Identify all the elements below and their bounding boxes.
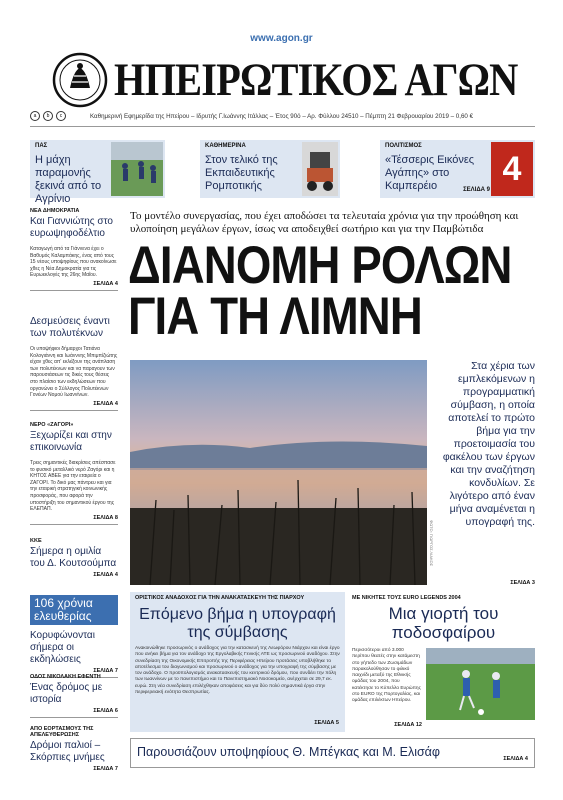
article-text: Περισσότεροι από 3.000 περίπου θεατές στην κατάμεστη στο γήπεδο των Ζωσιμάδων παρακολούθησαν το φιλικό παιχνίδι μεταξύ της Εθνικής ομάδας του 2004, που κατέκτησε το Κύπελλο Ευρώπης στο EURO της Πορτογαλίας, και ομάδας επιλέκτων Ηπείρου. <box>352 648 421 704</box>
article-page: ΣΕΛΙΔΑ 6 <box>93 708 118 714</box>
left-column <box>30 208 118 778</box>
divider <box>30 410 118 411</box>
article-headline: Σήμερα η ομιλία του Δ. Κουτσούμπα <box>30 546 117 569</box>
teaser-title: Η μάχη παραμονής ξεκινά από το Αγρίνιο <box>35 154 102 205</box>
article-page: ΣΕΛΙΔΑ 5 <box>314 720 339 726</box>
article-headline: Και Γιαννιώτης στο ευρωψηφοδέλτιο <box>30 216 113 239</box>
teaser-title: Στον τελικό της Εκπαιδευτικής Ρομποτικής <box>205 154 278 192</box>
football-photo <box>111 142 163 196</box>
robot-photo <box>302 142 338 196</box>
left-article[interactable] <box>30 630 118 678</box>
headline-line: ΔΙΑΝΟΜΗ ΡΟΛΩΝ <box>128 236 512 295</box>
article-page: ΣΕΛΙΔΑ 12 <box>394 722 422 728</box>
teaser-category: ΚΑΘΗΜΕΡΙΝΑ <box>205 143 246 149</box>
main-side-text: Στα χέρια των εμπλεκόμενων η προγραμματική σύμβαση, η οποία αποτελεί το πρώτο βήμα για την προετοιμασία του φακέλου των έργων και την αναζήτηση κονδυλίων. Σε λιγότερο από έναν μήνα αναμένεται η υπογραφή της. <box>442 360 535 528</box>
photo-credit: ΦΩΤΟ: ΓΙΩΡΓΟΣ ΛΙΑΚΟΣ <box>429 520 434 567</box>
article-page: ΣΕΛΙΔΑ 4 <box>93 400 118 407</box>
article-category: ΝΕΡΟ «ΖΑΓΟΡΙ» <box>30 422 74 428</box>
article-page: ΣΕΛΙΔΑ 7 <box>93 668 118 674</box>
website-url[interactable]: www.agon.gr <box>0 33 563 44</box>
article-text: Καταγωγή από τα Γιάννενα έχει ο Βαθυμός Καλαμπάκης, ένας από τους 15 νέους υποψηφίους που ανακοίνωσε χθες η Νέα Δημοκρατία για τις Ευρωεκλογές της 26ης Μαΐου. <box>30 246 117 279</box>
emblem-logo <box>52 52 108 108</box>
article-headline: Κορυφώνονται σήμερα οι εκδηλώσεις <box>30 630 95 665</box>
circle-icon: a <box>30 111 40 121</box>
left-article[interactable] <box>30 674 118 718</box>
article-page: ΣΕΛΙΔΑ 8 <box>93 514 118 521</box>
banner-headline: Παρουσιάζουν υποψηφίους Θ. Μπέγκας και Μ. Ελισάφ <box>137 745 441 759</box>
article-category: ΚΚΕ <box>30 538 42 544</box>
candidates-banner[interactable] <box>130 738 535 768</box>
main-kicker: Το μοντέλο συνεργασίας, που έχει αποδώσει τα τελευταία χρόνια για την προώθηση και υλοποίηση μεγάλων έργων, ίσως να αποδειχθεί σωτήριο και για την Παμβώτιδα <box>130 210 519 235</box>
article-headline: Δεσμεύσεις έναντι των πολυτέκνων <box>30 316 110 339</box>
lake-sunset-photo <box>130 360 427 585</box>
left-article[interactable] <box>30 538 118 578</box>
teaser-category: ΠΟΛΙΤΙΣΜΟΣ <box>385 143 422 149</box>
article-headline: Ξεχωρίζει και στην επικοινωνία <box>30 430 112 453</box>
article-category: ΝΕΑ ΔΗΜΟΚΡΑΤΙΑ <box>30 208 80 214</box>
headline-line: ΓΙΑ ΤΗ ΛΙΜΝΗ <box>128 287 422 346</box>
article-text: Ανακοινώθηκε προσωρινός ο ανάδοχος για την κατασκευή της Λεωφόρου Νιάρχου και είναι έργο που ανήκει βήμα για τον ανάδοχο της Εργολαβικής Γενικής ΑΤΕ ως προσωρινού αναδόχου. Στην συνεδρίαση της Οικονομικής Επιτροπής της Περιφέρειας Ηπείρου προτάσεις υποβλήθηκε το αποτέλεσμα του διαγωνισμού και προσωρινού ο ανάδοχος για την υπογραφή της σύμβασης με τον ανάδοχο. Ο προϋπολογισμός ανακατασκευής του κεντρικού δρόμου, που συνδέει την πόλη των Ιωαννίνων με το πανεπιστήμιο και το Πανεπιστημιακό Νοσοκομείο, ανέρχεται σε 29,7 εκ. ευρώ. Στη νέα συνεδρίαση επιλέχθηκαν αποφάσεις και για δύο πολύ σημαντικά έργα στην περιφερειακή ενότητα Θεσπρωτίας. <box>135 646 340 696</box>
article-page: ΣΕΛΙΔΑ 4 <box>93 280 118 287</box>
article-headline: Μια γιορτή του ποδοσφαίρου <box>388 604 499 642</box>
article-text: Οι υποψήφιοι δήμαρχοι Τατιάνα Κολογιάννη και Ιωάνννης Μπιμπίζιώτης είχαν χθες απ' εκλέξουν της ανάπλαση των πολυτέκνων και να παραγουν των παρουσιάσεων τις δικές τους θέσεις στο πλαίσιο των εκδηλώσεων που οργανώνει ο Σύλλογος Πολυτέκνων Γονέων Νομού Ιωαννίνων. <box>30 346 118 399</box>
article-page: ΣΕΛΙΔΑ 7 <box>93 766 118 772</box>
circle-icon: b <box>43 111 53 121</box>
teaser-pas[interactable] <box>30 140 165 205</box>
divider <box>30 717 118 718</box>
left-article[interactable] <box>30 726 118 772</box>
divider <box>30 290 118 291</box>
info-line: Καθημερινή Εφημερίδα της Ηπείρου – Ιδρυτής Γ.Ιωάννης Ιτάλλας – Έτος 90ό – Αρ. Φύλλου 24510 – Πέμπτη 21 Φεβρουαρίου 2019 – 0,60 € <box>90 113 474 120</box>
left-article[interactable] <box>30 422 118 525</box>
article-contract[interactable] <box>130 592 345 732</box>
article-category: ΟΔΟΣ ΝΙΚΟΛΑΚΗ ΕΦΕΝΤΗ <box>30 674 101 680</box>
article-category: ΑΠΟ ΕΟΡΤΑΣΜΟΥΣ ΤΗΣ ΑΠΕΛΕΥΘΕΡΩΣΗΣ <box>30 726 94 738</box>
masthead: ΗΠΕΙΡΩΤΙΚΟΣ ΑΓΩΝ <box>114 54 518 106</box>
poster-badge: 4 <box>491 142 533 196</box>
freedom-anniversary-band: 106 χρόνια ελευθερίας <box>30 595 118 625</box>
article-page: ΣΕΛΙΔΑ 4 <box>93 572 118 578</box>
article-text: Τρεις σημαντικές διακρίσεις απέσπασε το φυσικό μεταλλικό νερό Ζαγόρι και η ΚΗΤΟΣ ΑΒΕΕ για την εταιρεία ο ΖΑΓΟΡΙ. Το δικό μας πάντρευ και για την εταιρική στρατηγική κοινωνικής προσφοράς, που αφορά την υποστήριξη του σημαντικού έργου της ΕΛΕΠΑΠ. <box>30 460 116 513</box>
divider <box>30 524 118 525</box>
header-divider <box>30 126 535 127</box>
left-article[interactable] <box>30 316 118 411</box>
article-headline: Δρόμοι παλιοί – Σκόρπιες μνήμες <box>30 740 105 763</box>
football-match-photo <box>426 648 535 720</box>
main-headline[interactable] <box>128 236 512 346</box>
circle-icon: c <box>56 111 66 121</box>
main-page: ΣΕΛΙΔΑ 3 <box>510 580 535 586</box>
teaser-category: ΠΑΣ <box>35 143 48 149</box>
article-category: ΟΡΙΣΤΙΚΟΣ ΑΝΑΔΟΧΟΣ ΓΙΑ ΤΗΝ ΑΝΑΚΑΤΑΣΚΕΥΗ ΤΗΣ ΠΙΑΡΧΟΥ <box>135 595 305 601</box>
banner-page: ΣΕΛΙΔΑ 4 <box>503 756 528 762</box>
left-article[interactable] <box>30 208 118 291</box>
teaser-culture[interactable] <box>380 140 535 198</box>
teaser-page: ΣΕΛΙΔΑ 9 <box>463 187 490 193</box>
article-headline: Επόμενο βήμα η υπογραφή της σύμβασης <box>139 606 336 641</box>
teaser-robotics[interactable] <box>200 140 340 198</box>
teaser-title: «Τέσσερις Εικόνες Αγάπης» στο Καμπερέιο <box>385 154 475 192</box>
article-category: ΜΕ ΝΙΚΗΤΕΣ ΤΟΥΣ EURO LEGENDS 2004 <box>352 595 461 601</box>
article-football[interactable] <box>352 592 535 732</box>
article-headline: Ένας δρόμος με ιστορία <box>30 682 103 705</box>
